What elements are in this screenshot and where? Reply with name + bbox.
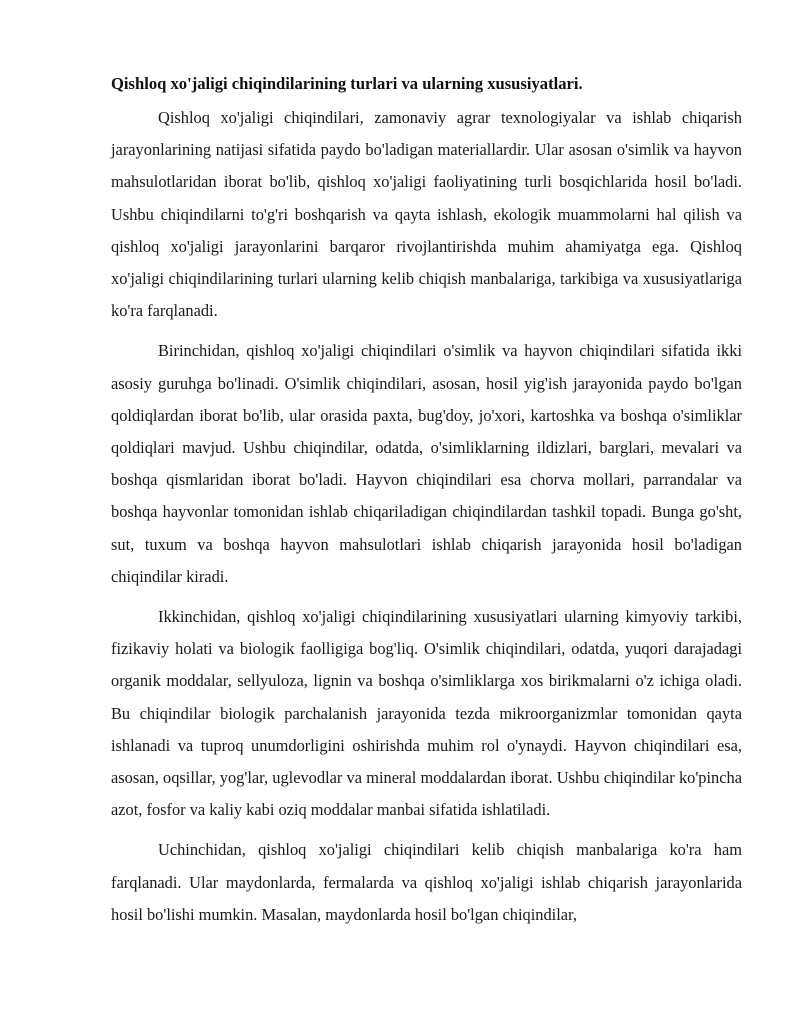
paragraph-second-point: Ikkinchidan, qishloq xo'jaligi chiqindilarining xususiyatlari ularning kimyoviy tarkibi, fizikaviy holati va biologik faolligiga bog'liq. O'simlik chiqindilari, odatda, yuqori darajadagi organik moddalar, sellyuloza, lignin va boshqa o'simliklarga xos birikmalarni o'z ichiga oladi. Bu chiqindilar biologik parchalanish jarayonida tezda mikroorganizmlar tomonidan qayta ishlanadi va tuproq unumdorligini oshirishda muhim rol o'ynaydi. Hayvon chiqindilari esa, asosan, oqsillar, yog'lar, uglevodlar va mineral moddalardan iborat. Ushbu chiqindilar ko'pincha azot, fosfor va kaliy kabi oziq moddalar manbai sifatida ishlatiladi. (111, 607, 742, 820)
document-page (111, 68, 742, 939)
paragraph-third-point: Uchinchidan, qishloq xo'jaligi chiqindilari kelib chiqish manbalariga ko'ra ham farqlanadi. Ular maydonlarda, fermalarda va qishloq xo'jaligi ishlab chiqarish jarayonlarida hosil bo'lishi mumkin. Masalan, maydonlarda hosil bo'lgan chiqindilar, (111, 840, 742, 924)
paragraph-first-point: Birinchidan, qishloq xo'jaligi chiqindilari o'simlik va hayvon chiqindilari sifatida ikki asosiy guruhga bo'linadi. O'simlik chiqindilari, asosan, hosil yig'ish jarayonida paydo bo'lgan qoldiqlardan iborat bo'lib, ular orasida paxta, bug'doy, jo'xori, kartoshka va boshqa o'simliklar qoldiqlari mavjud. Ushbu chiqindilar, odatda, o'simliklarning ildizlari, barglari, mevalari va boshqa qismlaridan iborat bo'ladi. Hayvon chiqindilari esa chorva mollari, parrandalar va boshqa hayvonlar tomonidan ishlab chiqariladigan chiqindilardan tashkil topadi. Bunga go'sht, sut, tuxum va boshqa hayvon mahsulotlari ishlab chiqarish jarayonida hosil bo'ladigan chiqindilar kiradi. (111, 341, 742, 586)
document-heading: Qishloq xo'jaligi chiqindilarining turlari va ularning xususiyatlari. (111, 74, 583, 93)
paragraph-intro: Qishloq xo'jaligi chiqindilari, zamonaviy agrar texnologiyalar va ishlab chiqarish jarayonlarining natijasi sifatida paydo bo'ladigan materiallardir. Ular asosan o'simlik va hayvon mahsulotlaridan iborat bo'lib, qishloq xo'jaligi faoliyatining turli bosqichlarida hosil bo'ladi. Ushbu chiqindilarni to'g'ri boshqarish va qayta ishlash, ekologik muammolarni hal qilish va qishloq xo'jaligi jarayonlarini barqaror rivojlantirishda muhim ahamiyatga ega. Qishloq xo'jaligi chiqindilarining turlari ularning kelib chiqish manbalariga, tarkibiga va xususiyatlariga ko'ra farqlanadi. (111, 108, 742, 321)
